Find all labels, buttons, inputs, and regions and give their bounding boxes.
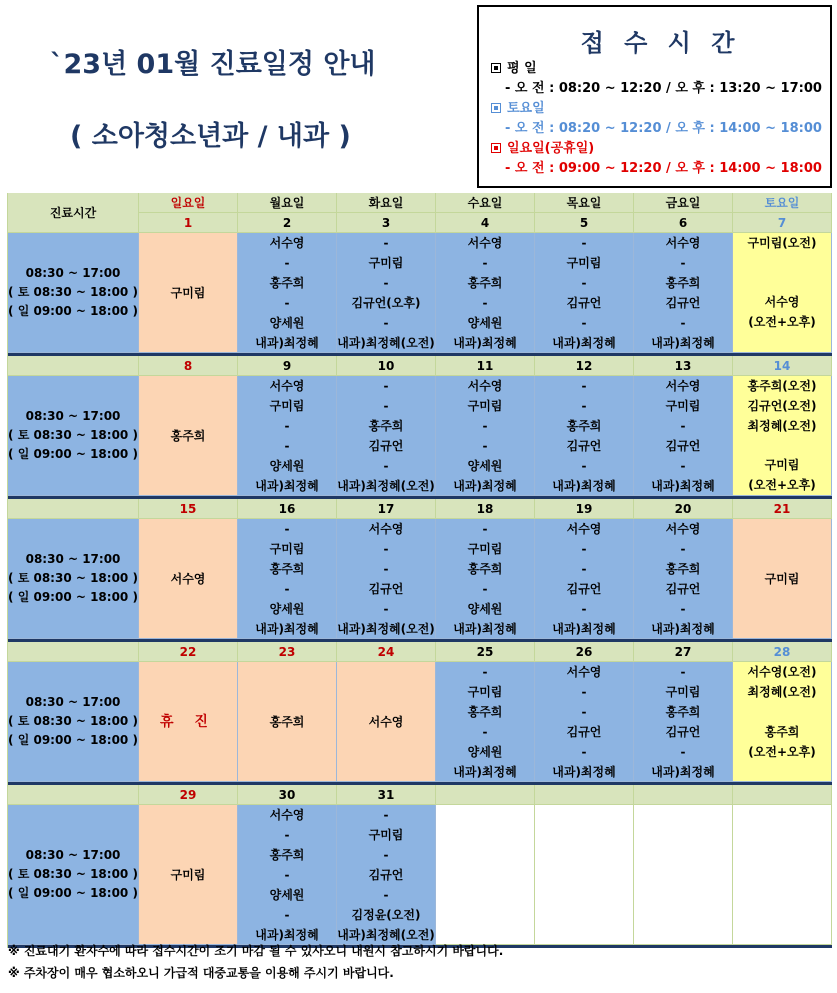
clinic-hours-line: ( 토 08:30 ~ 18:00 ): [8, 428, 138, 442]
date-number: 18: [436, 499, 535, 519]
day-cell: [337, 376, 436, 496]
doctor-line: -: [482, 438, 488, 453]
schedule-table: [7, 193, 832, 948]
doctor-line: 김규언(오후): [351, 295, 421, 310]
date-number: 6: [634, 213, 733, 233]
doctor-line: 김규언: [566, 295, 602, 310]
saturday-hours: - 오 전 : 08:20 ~ 12:20 / 오 후 : 14:00 ~ 18:00: [505, 121, 822, 136]
doctor-line: 홍주희: [665, 704, 701, 719]
doctor-line: -: [482, 724, 488, 739]
square-bullet-icon: [491, 63, 501, 73]
date-number: 22: [139, 642, 238, 662]
doctor-line: -: [680, 541, 686, 556]
doctor-line: 홍주희: [467, 275, 503, 290]
doctor-line: -: [383, 458, 389, 473]
doctor-line: 김규언: [368, 438, 404, 453]
doctor-line: -: [482, 418, 488, 433]
doctor-line: 홍주희: [269, 714, 305, 729]
day-cell: [733, 376, 832, 496]
doctor-line: -: [680, 315, 686, 330]
doctor-line: 내과)최정혜: [453, 621, 517, 636]
doctor-line: 서수영: [566, 664, 602, 679]
day-cell: [634, 519, 733, 639]
day-cell: [337, 662, 436, 782]
date-number: 2: [238, 213, 337, 233]
day-header: 목요일: [535, 193, 634, 213]
week-row: [8, 233, 832, 353]
doctor-line: (오전+오후): [748, 744, 816, 759]
doctor-line: 양세원: [269, 315, 305, 330]
doctor-line: -: [581, 458, 587, 473]
day-cell: [535, 233, 634, 353]
doctor-line: -: [581, 235, 587, 250]
doctor-line: 서수영: [764, 295, 800, 310]
day-cell: [238, 805, 337, 945]
doctor-line: 김규언: [566, 581, 602, 596]
doctor-line: -: [383, 541, 389, 556]
doctor-line: 서수영: [170, 571, 206, 586]
doctor-line: 구미림: [467, 398, 503, 413]
doctor-line: 홍주희: [467, 704, 503, 719]
doctor-line: 내과)최정혜(오전): [337, 335, 435, 350]
doctor-line: -: [383, 601, 389, 616]
doctor-line: 최정혜(오전): [747, 685, 817, 699]
date-number: [634, 785, 733, 805]
doctor-line: -: [383, 807, 389, 822]
doctor-line: 내과)최정혜: [552, 764, 616, 779]
weekday-label: 평 일: [507, 61, 537, 76]
doctor-line: -: [581, 601, 587, 616]
doctor-line: -: [383, 378, 389, 393]
doctor-line: 서수영: [269, 378, 305, 393]
day-cell: [733, 519, 832, 639]
doctor-line: 최정혜(오전): [747, 419, 817, 433]
doctor-line: 내과)최정혜: [255, 478, 319, 493]
doctor-line: 홍주희: [368, 418, 404, 433]
doctor-line: 김규언: [368, 867, 404, 882]
date-number: 13: [634, 356, 733, 376]
date-row: [8, 499, 832, 519]
clinic-hours-line: ( 일 09:00 ~ 18:00 ): [8, 447, 138, 461]
doctor-line: 김규언: [665, 581, 701, 596]
doctor-line: 양세원: [467, 315, 503, 330]
day-cell: [337, 233, 436, 353]
date-number: [535, 785, 634, 805]
doctor-line: -: [680, 458, 686, 473]
clinic-hours-line: ( 일 09:00 ~ 18:00 ): [8, 886, 138, 900]
doctor-line: 구미림: [269, 541, 305, 556]
day-cell: [436, 805, 535, 945]
doctor-line: 내과)최정혜: [453, 335, 517, 350]
doctor-line: 양세원: [269, 458, 305, 473]
page-subtitle: ( 소아청소년과 / 내과 ): [70, 121, 351, 152]
doctor-line: 서수영: [368, 521, 404, 536]
clinic-hours-cell: [8, 376, 139, 496]
clinic-hours-line: ( 일 09:00 ~ 18:00 ): [8, 304, 138, 318]
doctor-line: -: [284, 907, 290, 922]
clinic-hours-line: ( 토 08:30 ~ 18:00 ): [8, 714, 138, 728]
doctor-line: 양세원: [467, 744, 503, 759]
doctor-line: 내과)최정혜: [552, 621, 616, 636]
week-row: [8, 376, 832, 496]
day-cell: [436, 662, 535, 782]
square-bullet-icon: [491, 143, 501, 153]
doctor-line: 내과)최정혜: [552, 478, 616, 493]
doctor-line: -: [383, 847, 389, 862]
doctor-line: 구미림: [467, 541, 503, 556]
doctor-line: -: [284, 295, 290, 310]
date-number: [436, 785, 535, 805]
doctor-line: 김규언: [368, 581, 404, 596]
date-number: 12: [535, 356, 634, 376]
date-number: 24: [337, 642, 436, 662]
clinic-hours-cell: [8, 519, 139, 639]
doctor-line: 내과)최정혜(오전): [337, 621, 435, 636]
doctor-line: 구미림: [665, 398, 701, 413]
date-number: 11: [436, 356, 535, 376]
doctor-line: 구미림: [368, 827, 404, 842]
day-cell: [634, 233, 733, 353]
date-number: 9: [238, 356, 337, 376]
date-number: 4: [436, 213, 535, 233]
week-row: [8, 805, 832, 945]
day-cell: [139, 662, 238, 782]
doctor-line: -: [581, 561, 587, 576]
doctor-line: 내과)최정혜: [453, 764, 517, 779]
day-cell: [535, 805, 634, 945]
reception-hours-box: [477, 5, 832, 188]
day-header: 월요일: [238, 193, 337, 213]
clinic-hours-line: ( 토 08:30 ~ 18:00 ): [8, 285, 138, 299]
date-number: 14: [733, 356, 832, 376]
date-number: 25: [436, 642, 535, 662]
day-cell: [337, 519, 436, 639]
clinic-hours-cell: [8, 233, 139, 353]
doctor-line: 내과)최정혜: [255, 335, 319, 350]
doctor-line: 홍주희: [467, 561, 503, 576]
date-number: [733, 785, 832, 805]
doctor-line: 김규언: [566, 724, 602, 739]
doctor-line: 내과)최정혜: [453, 478, 517, 493]
date-number: 3: [337, 213, 436, 233]
date-number: 7: [733, 213, 832, 233]
date-number: 27: [634, 642, 733, 662]
note-1: ※ 진료대기 환자수에 따라 접수시간이 조기 마감 될 수 있사오니 내원시 참고하시기 바랍니다.: [8, 944, 504, 958]
doctor-line: 구미림: [467, 684, 503, 699]
day-cell: [238, 376, 337, 496]
date-number: 16: [238, 499, 337, 519]
day-cell: [337, 805, 436, 945]
doctor-line: -: [581, 541, 587, 556]
doctor-line: -: [284, 255, 290, 270]
doctor-line: 서수영: [368, 714, 404, 729]
doctor-line: -: [284, 581, 290, 596]
clinic-hours-line: ( 토 08:30 ~ 18:00 ): [8, 867, 138, 881]
doctor-line: -: [581, 315, 587, 330]
doctor-line: 서수영: [566, 521, 602, 536]
saturday-label: 토요일: [507, 101, 545, 116]
date-number: 19: [535, 499, 634, 519]
doctor-line: 김규언: [665, 438, 701, 453]
doctor-line: 김정윤(오전): [351, 907, 421, 922]
doctor-line: 구미림: [269, 398, 305, 413]
doctor-line: -: [383, 235, 389, 250]
doctor-line: 양세원: [269, 601, 305, 616]
doctor-line: -: [284, 438, 290, 453]
clinic-hours-line: 08:30 ~ 17:00: [25, 552, 121, 566]
doctor-line: -: [581, 704, 587, 719]
doctor-line: -: [284, 867, 290, 882]
doctor-line: 서수영: [665, 235, 701, 250]
doctor-line: 서수영: [467, 378, 503, 393]
day-header-row: [8, 193, 832, 220]
day-cell: [634, 376, 733, 496]
day-cell: [436, 233, 535, 353]
doctor-line: -: [680, 601, 686, 616]
date-number: 29: [139, 785, 238, 805]
clinic-hours-line: 08:30 ~ 17:00: [25, 266, 121, 280]
date-row: [8, 785, 832, 805]
doctor-line: -: [581, 398, 587, 413]
clinic-hours-cell: [8, 805, 139, 945]
date-number: 23: [238, 642, 337, 662]
date-row: [8, 356, 832, 376]
doctor-line: 구미림: [170, 285, 206, 300]
doctor-line: 서수영: [269, 235, 305, 250]
week-row: [8, 662, 832, 782]
date-number: 17: [337, 499, 436, 519]
doctor-line: 홍주희(오전): [747, 379, 817, 393]
doctor-line: 홍주희: [665, 275, 701, 290]
doctor-line: -: [482, 255, 488, 270]
doctor-line: 홍주희: [764, 724, 800, 739]
doctor-line: 구미림: [764, 458, 800, 472]
doctor-line: 내과)최정혜: [255, 621, 319, 636]
doctor-line: -: [383, 561, 389, 576]
clinic-hours-line: 08:30 ~ 17:00: [25, 409, 121, 423]
date-row: [8, 642, 832, 662]
day-cell: [535, 376, 634, 496]
day-cell: [535, 662, 634, 782]
doctor-line: 서수영: [269, 807, 305, 822]
doctor-line: 홍주희: [170, 428, 206, 443]
doctor-line: 김규언(오전): [747, 399, 817, 413]
doctor-line: -: [284, 827, 290, 842]
doctor-line: (오전+오후): [748, 478, 816, 492]
doctor-line: 홍주희: [566, 418, 602, 433]
clinic-hours-line: 08:30 ~ 17:00: [25, 695, 121, 709]
doctor-line: -: [581, 275, 587, 290]
date-number: 5: [535, 213, 634, 233]
reception-title: 접 수 시 간: [580, 29, 741, 57]
doctor-line: 양세원: [269, 887, 305, 902]
doctor-line: 홍주희: [269, 847, 305, 862]
date-number: 15: [139, 499, 238, 519]
doctor-line: -: [383, 398, 389, 413]
doctor-line: 양세원: [467, 458, 503, 473]
week-row: [8, 519, 832, 639]
day-cell: [733, 233, 832, 353]
day-cell: [436, 519, 535, 639]
day-header: 토요일: [733, 193, 832, 213]
clinic-hours-cell: [8, 662, 139, 782]
doctor-line: 내과)최정혜: [651, 335, 715, 350]
day-cell: [634, 805, 733, 945]
clinic-hours-line: ( 일 09:00 ~ 18:00 ): [8, 590, 138, 604]
date-number: 26: [535, 642, 634, 662]
doctor-line: 서수영: [467, 235, 503, 250]
date-number: 21: [733, 499, 832, 519]
doctor-line: 김규언: [665, 295, 701, 310]
date-row-spacer: [8, 499, 139, 519]
doctor-line: -: [581, 684, 587, 699]
doctor-line: -: [680, 664, 686, 679]
doctor-line: -: [482, 581, 488, 596]
doctor-line: 구미림: [170, 867, 206, 882]
day-cell: [535, 519, 634, 639]
date-number: 8: [139, 356, 238, 376]
doctor-line: 홍주희: [269, 561, 305, 576]
doctor-line: 구미림: [566, 255, 602, 270]
time-header: 진료시간: [8, 193, 139, 233]
doctor-line: 내과)최정혜: [651, 478, 715, 493]
doctor-line: 내과)최정혜(오전): [337, 927, 435, 942]
clinic-hours-line: ( 토 08:30 ~ 18:00 ): [8, 571, 138, 585]
day-cell: [139, 519, 238, 639]
date-number: 28: [733, 642, 832, 662]
sunday-hours: - 오 전 : 09:00 ~ 12:20 / 오 후 : 14:00 ~ 18:00: [505, 161, 822, 176]
doctor-line: 서수영: [665, 378, 701, 393]
day-cell: [634, 662, 733, 782]
doctor-line: 김규언: [665, 724, 701, 739]
doctor-line: 구미림: [665, 684, 701, 699]
doctor-line: 휴 진: [160, 713, 216, 730]
doctor-line: -: [581, 378, 587, 393]
doctor-line: -: [383, 275, 389, 290]
date-row-spacer: [8, 356, 139, 376]
clinic-hours-line: ( 일 09:00 ~ 18:00 ): [8, 733, 138, 747]
doctor-line: 내과)최정혜: [255, 927, 319, 942]
clinic-hours-line: 08:30 ~ 17:00: [25, 848, 121, 862]
day-cell: [436, 376, 535, 496]
date-number: 1: [139, 213, 238, 233]
doctor-line: -: [680, 255, 686, 270]
date-number: 10: [337, 356, 436, 376]
date-number: 20: [634, 499, 733, 519]
day-cell: [238, 233, 337, 353]
doctor-line: -: [383, 315, 389, 330]
day-cell: [238, 662, 337, 782]
day-cell: [139, 805, 238, 945]
doctor-line: -: [383, 887, 389, 902]
doctor-line: 양세원: [467, 601, 503, 616]
day-header: 수요일: [436, 193, 535, 213]
day-header: 금요일: [634, 193, 733, 213]
doctor-line: 구미림: [764, 571, 800, 586]
doctor-line: 내과)최정혜(오전): [337, 478, 435, 493]
doctor-line: -: [482, 295, 488, 310]
day-cell: [733, 805, 832, 945]
doctor-line: -: [680, 744, 686, 759]
doctor-line: -: [482, 521, 488, 536]
doctor-line: 구미림: [368, 255, 404, 270]
doctor-line: -: [581, 744, 587, 759]
doctor-line: (오전+오후): [748, 315, 816, 330]
doctor-line: 내과)최정혜: [552, 335, 616, 350]
day-cell: [733, 662, 832, 782]
doctor-line: 홍주희: [269, 275, 305, 290]
doctor-line: 구미림(오전): [747, 236, 817, 250]
doctor-line: 김규언: [566, 438, 602, 453]
page-title: `23년 01월 진료일정 안내: [50, 49, 376, 80]
doctor-line: -: [284, 521, 290, 536]
date-row-spacer: [8, 785, 139, 805]
weekday-hours: - 오 전 : 08:20 ~ 12:20 / 오 후 : 13:20 ~ 17:00: [505, 81, 822, 96]
doctor-line: 내과)최정혜: [651, 764, 715, 779]
doctor-line: -: [284, 418, 290, 433]
day-cell: [139, 376, 238, 496]
doctor-line: 서수영: [665, 521, 701, 536]
doctor-line: -: [680, 418, 686, 433]
note-2: ※ 주차장이 매우 협소하오니 가급적 대중교통을 이용해 주시기 바랍니다.: [8, 966, 394, 980]
date-number: 30: [238, 785, 337, 805]
day-header: 화요일: [337, 193, 436, 213]
notes: [8, 940, 503, 984]
date-number: 31: [337, 785, 436, 805]
day-cell: [238, 519, 337, 639]
doctor-line: 서수영(오전): [747, 665, 817, 679]
sunday-label: 일요일(공휴일): [507, 141, 595, 156]
day-cell: [139, 233, 238, 353]
date-row-spacer: [8, 642, 139, 662]
doctor-line: 홍주희: [665, 561, 701, 576]
doctor-line: -: [482, 664, 488, 679]
day-header: 일요일: [139, 193, 238, 213]
square-bullet-icon: [491, 103, 501, 113]
doctor-line: 내과)최정혜: [651, 621, 715, 636]
